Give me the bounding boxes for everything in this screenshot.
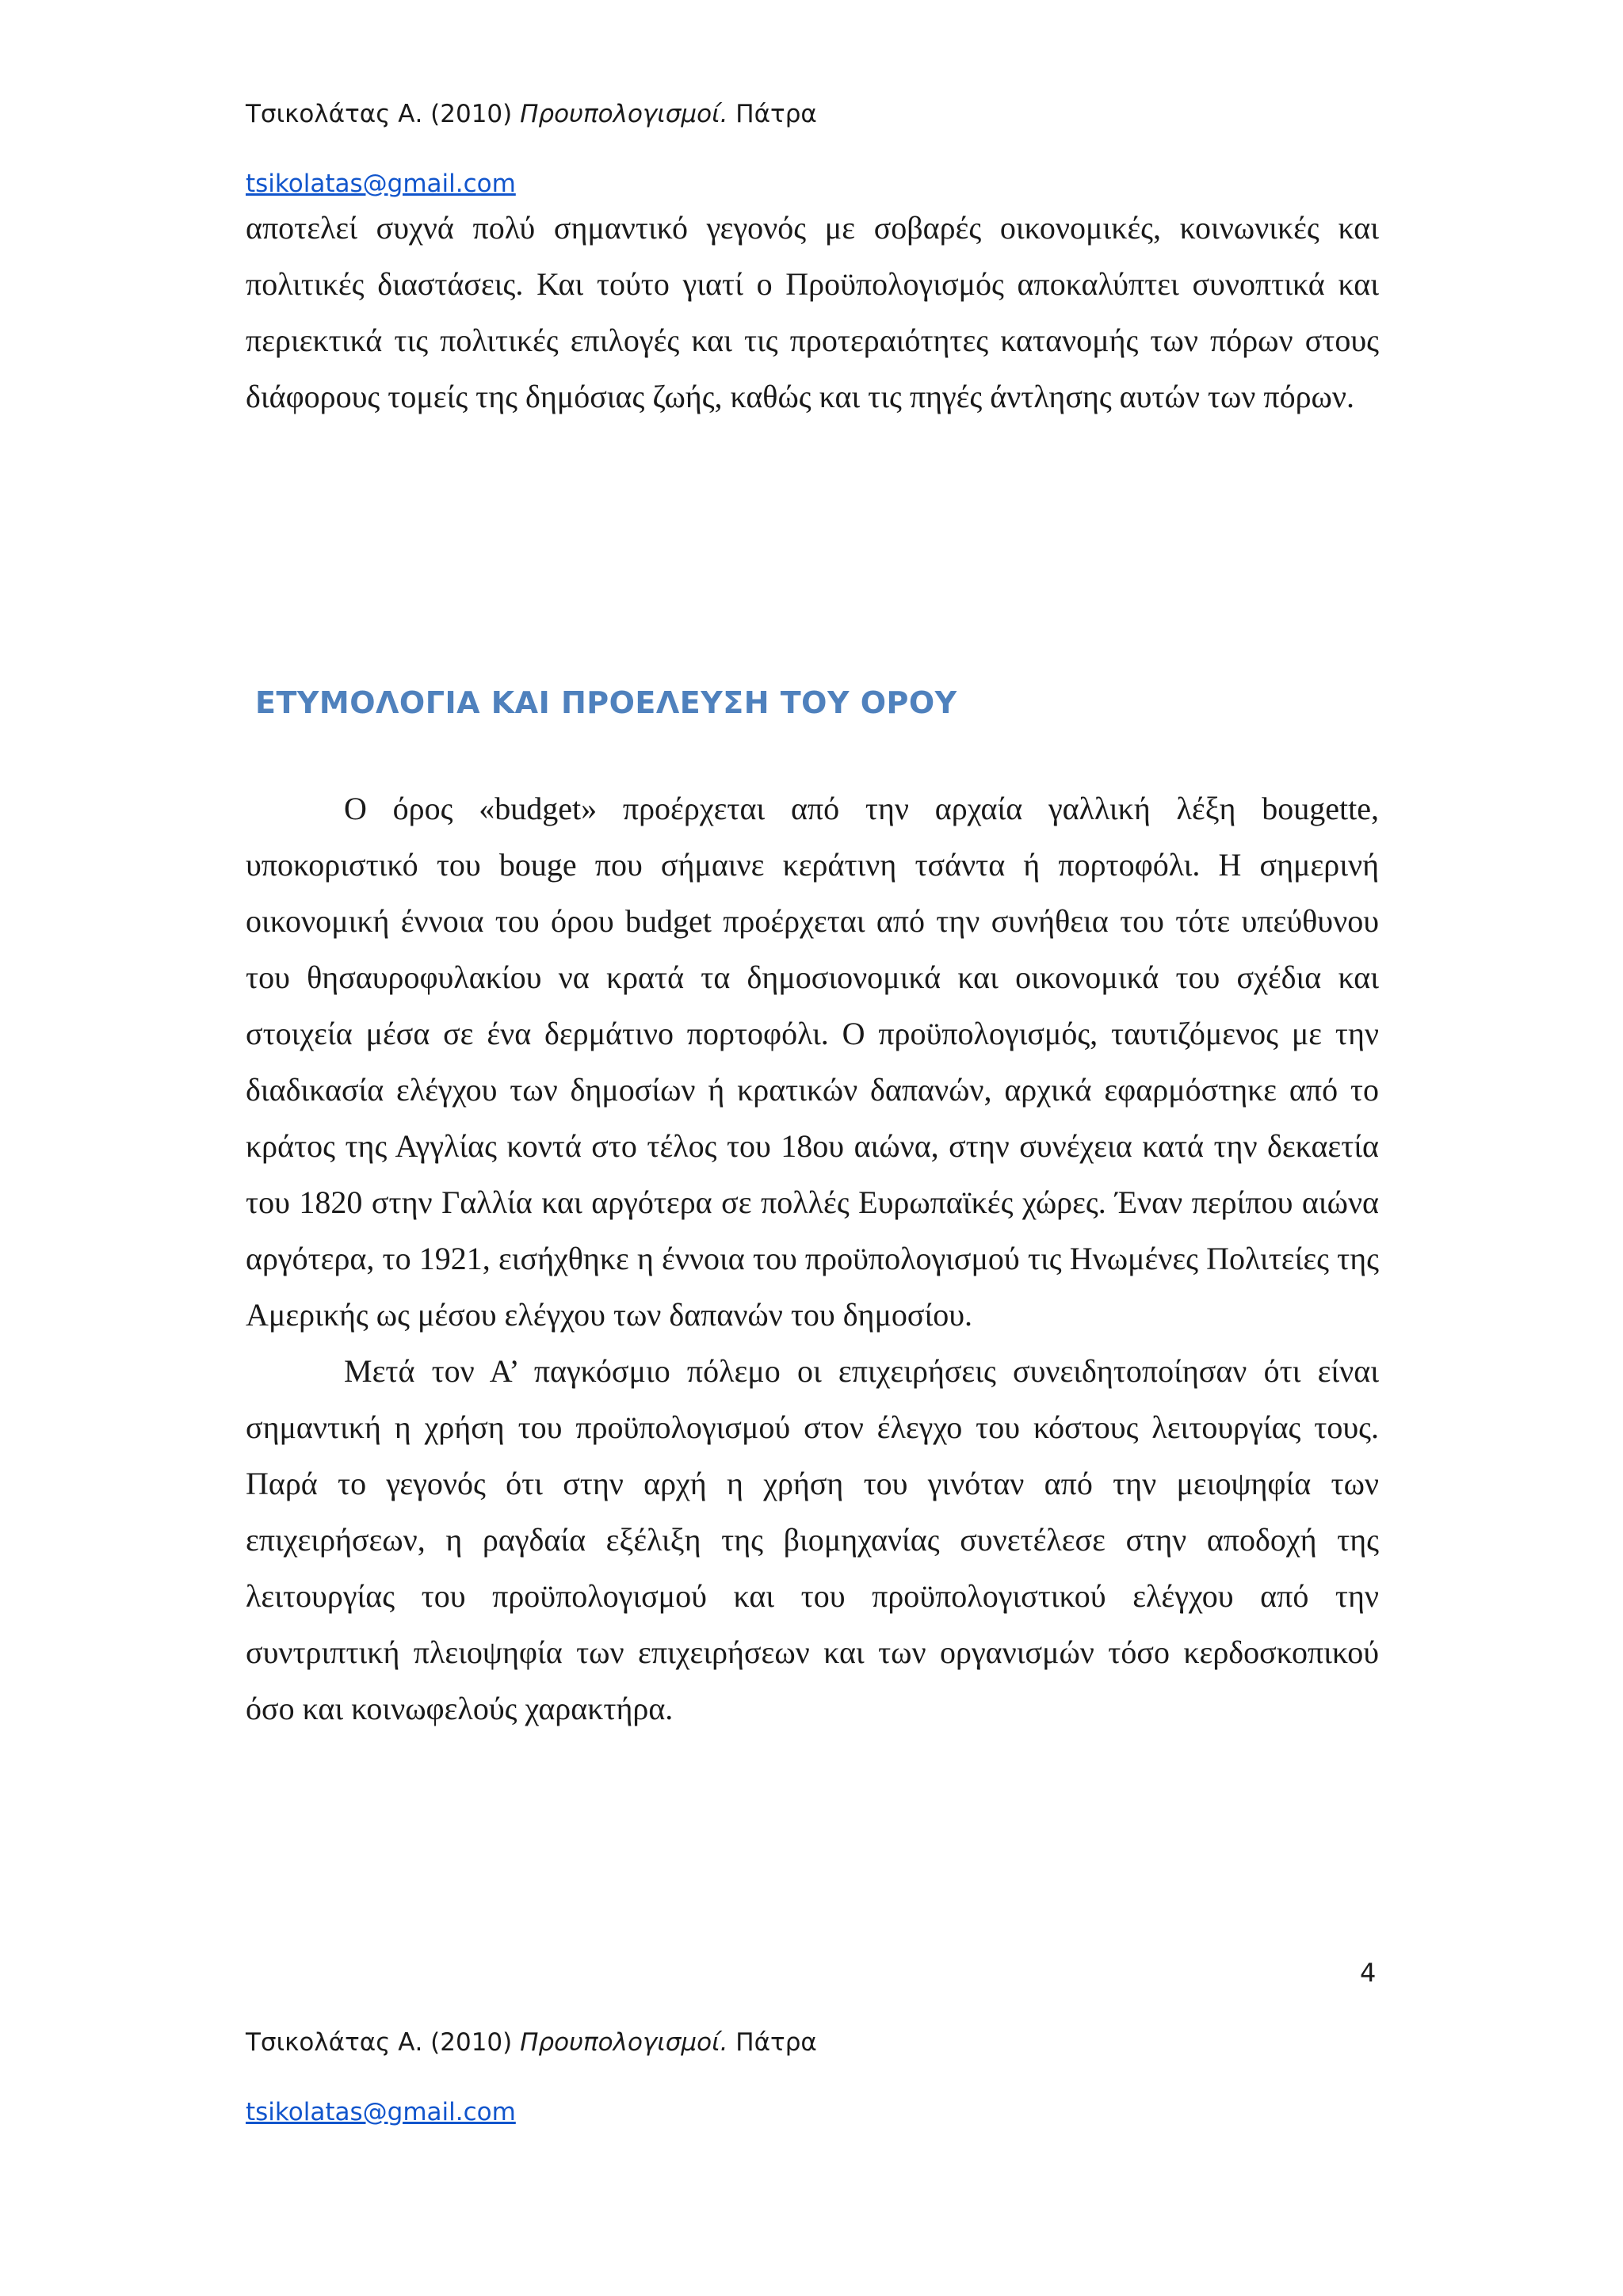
footer-place: Πάτρα	[727, 2028, 817, 2057]
footer-citation	[246, 2027, 817, 2058]
header-place: Πάτρα	[727, 100, 817, 128]
section-body	[246, 780, 1379, 1737]
header-email-link[interactable]: tsikolatas@gmail.com	[246, 170, 516, 198]
header-citation	[246, 98, 817, 130]
header-title: Προυπολογισμοί.	[520, 100, 728, 128]
footer-author-year: Τσικολάτας Α. (2010)	[246, 2028, 521, 2057]
footer-email-link[interactable]: tsikolatas@gmail.com	[246, 2098, 516, 2126]
footer-title: Προυπολογισμοί.	[520, 2028, 728, 2057]
intro-paragraph	[246, 200, 1379, 425]
page-number: 4	[1360, 1958, 1377, 1988]
section-heading: ΕΤΥΜΟΛΟΓΙΑ ΚΑΙ ΠΡΟΕΛΕΥΣΗ ΤΟΥ ΟΡΟΥ	[255, 685, 957, 720]
paragraph-post-war: Μετά τον Α’ παγκόσμιο πόλεμο οι επιχειρήσεις συνειδητοποίησαν ότι είναι σημαντική η χρήση του προϋπολογισμού στον έλεγχο του κόστους λειτουργίας τους. Παρά το γεγονός ότι στην αρχή η χρήση του γινόταν από την μειοψηφία των επιχειρήσεων, η ραγδαία εξέλιξη της βιομηχανίας συνετέλεσε στην αποδοχή της λειτουργίας του προϋπολογισμού και του προϋπολογιστικού ελέγχου από την συντριπτική πλειοψηφία των επιχειρήσεων και των οργανισμών τόσο κερδοσκοπικού όσο και κοινωφελούς χαρακτήρα.	[246, 1353, 1379, 1726]
header-author-year: Τσικολάτας Α. (2010)	[246, 100, 521, 128]
intro-paragraph-text: αποτελεί συχνά πολύ σημαντικό γεγονός με σοβαρές οικονομικές, κοινωνικές και πολιτικές διαστάσεις. Και τούτο γιατί ο Προϋπολογισμός αποκαλύπτει συνοπτικά και περιεκτικά τις πολιτικές επιλογές και τις προτεραιότητες κατανομής των πόρων στους διάφορους τομείς της δημόσιας ζωής, καθώς και τις πηγές άντλησης αυτών των πόρων.	[246, 210, 1379, 414]
paragraph-etymology: Ο όρος «budget» προέρχεται από την αρχαία γαλλική λέξη bougette, υποκοριστικό του bouge που σήμαινε κεράτινη τσάντα ή πορτοφόλι. Η σημερινή οικονομική έννοια του όρου budget προέρχεται από την συνήθεια του τότε υπεύθυνου του θησαυροφυλακίου να κρατά τα δημοσιονομικά και οικονομικά του σχέδια και στοιχεία μέσα σε ένα δερμάτινο πορτοφόλι. Ο προϋπολογισμός, ταυτιζόμενος με την διαδικασία ελέγχου των δημοσίων ή κρατικών δαπανών, αρχικά εφαρμόστηκε από το κράτος της Αγγλίας κοντά στο τέλος του 18ου αιώνα, στην συνέχεια κατά την δεκαετία του 1820 στην Γαλλία και αργότερα σε πολλές Ευρωπαϊκές χώρες. Έναν περίπου αιώνα αργότερα, το 1921, εισήχθηκε η έννοια του προϋπολογισμού τις Ηνωμένες Πολιτείες της Αμερικής ως μέσου ελέγχου των δαπανών του δημοσίου.	[246, 791, 1379, 1333]
